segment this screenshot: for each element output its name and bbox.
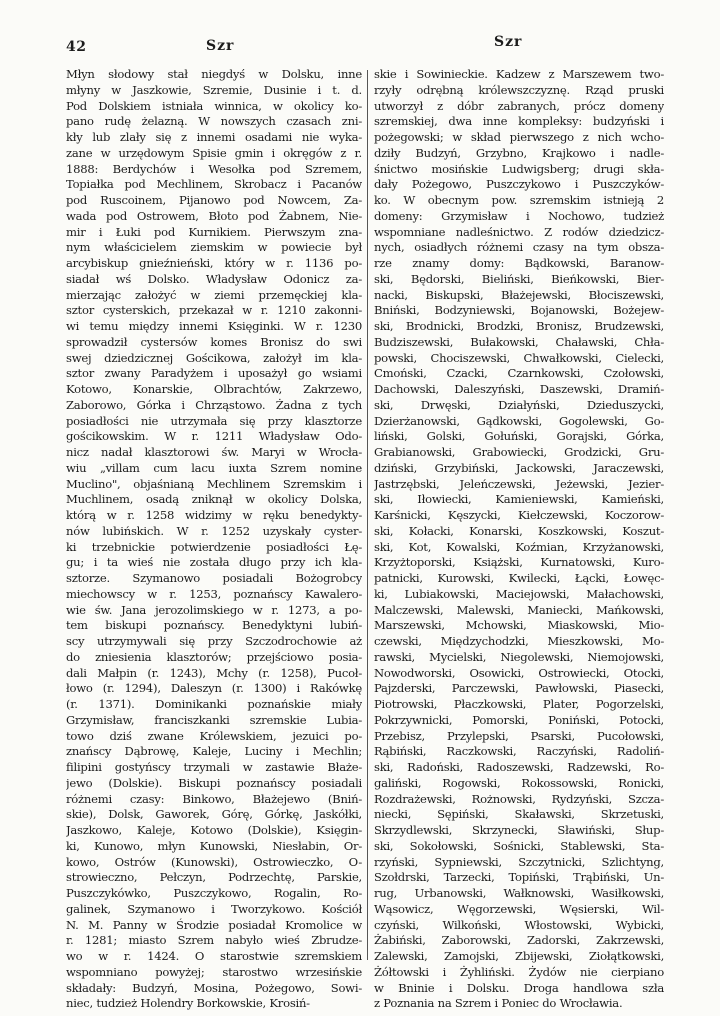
text-line: liński, Golski, Gołuński, Gorajski, Górka, bbox=[374, 429, 664, 444]
text-line: Cmoński, Czacki, Czarnkowski, Czołowski, bbox=[374, 366, 664, 381]
text-line: z Poznania na Szrem i Poniec do Wrocławia. bbox=[374, 996, 623, 1011]
text-line: powski, Chociszewski, Chwałkowski, Cielecki, bbox=[374, 350, 664, 365]
text-line: gu; i ta wieś nie została długo przy ich kla- bbox=[66, 555, 362, 570]
text-line: Budziszewski, Bułakowski, Chaławski, Chła- bbox=[374, 334, 664, 349]
text-line: nacki, Biskupski, Błażejewski, Błociszewski, bbox=[374, 287, 664, 302]
text-line: skie i Sowinieckie. Kadzew z Marszewem two- bbox=[374, 67, 664, 81]
text-line: 1888: Berdychów i Wesołka pod Szremem, bbox=[66, 161, 362, 176]
text-line: Grzymisław, franciszkanki szremskie Lubia- bbox=[66, 712, 362, 727]
text-line: wada pod Ostrowem, Błoto pod Żabnem, Nie- bbox=[66, 208, 362, 223]
text-line: jewo (Dolskie). Biskupi poznańscy posiadali bbox=[66, 775, 362, 790]
text-line: śnictwo mosińskie Ludwigsberg; drugi skła- bbox=[374, 161, 664, 176]
text-line: galinek, Szymanowo i Tworzykowo. Kościół bbox=[66, 901, 362, 916]
text-line: Przebisz, Przylepski, Psarski, Pucołowski, bbox=[374, 728, 664, 743]
text-line: Rąbiński, Raczkowski, Raczyński, Radoliń- bbox=[374, 744, 664, 759]
text-line: różnemi czasy: Binkowo, Błażejewo (Bniń- bbox=[66, 791, 362, 806]
text-line: r. 1281; miasto Szrem nabyło wieś Zbrudze- bbox=[66, 933, 362, 948]
text-line: swej dziedzicznej Gościkowa, założył im kla- bbox=[66, 350, 362, 365]
text-line: czyński, Wilkoński, Włostowski, Wybicki, bbox=[374, 917, 664, 932]
text-line: dały Pożegowo, Puszczykowo i Puszczyków- bbox=[374, 177, 664, 192]
text-line: nym właścicielem ziemskim w powiecie był bbox=[66, 240, 362, 255]
text-line: rug, Urbanowski, Wałknowski, Wasiłkowski, bbox=[374, 886, 664, 900]
text-line: czewski, Międzychodzki, Mieszkowski, Mo- bbox=[374, 634, 664, 648]
text-line: wo w r. 1424. O starostwie szremskiem bbox=[66, 949, 362, 963]
text-line: Dzierżanowski, Gądkowski, Gogolewski, Go- bbox=[374, 413, 664, 428]
text-line: filipini gostyńscy trzymali w zastawie Błaże- bbox=[66, 760, 362, 774]
text-line: mir i Łuki pod Kurnikiem. Pierwszym zna- bbox=[66, 224, 362, 239]
text-line: Nowodworski, Osowicki, Ostrowiecki, Otocki, bbox=[374, 665, 664, 680]
text-line: Jaszkowo, Kaleje, Kotowo (Dolskie), Księgin- bbox=[66, 823, 362, 837]
text-line: znańscy Dąbrowę, Kaleje, Luciny i Mechlin; bbox=[66, 744, 362, 759]
right-text-column bbox=[374, 67, 664, 1012]
text-line: do zniesienia klasztorów; przejściowo posia- bbox=[66, 649, 362, 664]
text-line: skie), Dolsk, Gaworek, Górę, Górkę, Jaskółki, bbox=[66, 807, 362, 822]
text-line: mierzając założyć w ziemi przemęckiej kla- bbox=[66, 287, 362, 302]
text-line: siadał wś Dolsko. Władysław Odonicz za- bbox=[66, 271, 362, 286]
text-line: łowo (r. 1294), Daleszyn (r. 1300) i Rakówkę bbox=[66, 681, 362, 696]
text-line: Zalewski, Zamojski, Zbijewski, Ziołątkowski, bbox=[374, 949, 664, 963]
text-line: Zaborowo, Górka i Chrząstowo. Żadna z tych bbox=[66, 397, 362, 412]
text-line: ki, Kunowo, młyn Kunowski, Niesłabin, Or- bbox=[66, 838, 362, 853]
text-line: domeny: Grzymisław i Nochowo, tudzież bbox=[374, 208, 664, 223]
text-line: Grabianowski, Grabowiecki, Grodzicki, Gru- bbox=[374, 445, 664, 459]
text-line: ski, Będorski, Bieliński, Bieńkowski, Bier- bbox=[374, 271, 664, 286]
text-line: Karśnicki, Kęszycki, Kiełczewski, Koczorow- bbox=[374, 508, 664, 522]
text-line: Topiałka pod Mechlinem, Skrobacz i Pacanów bbox=[66, 177, 362, 192]
text-line: wiu „villam cum lacu iuxta Szrem nomine bbox=[66, 460, 362, 475]
text-line: ski, Kołacki, Konarski, Koszkowski, Koszut- bbox=[374, 523, 664, 538]
text-line: niecki, Sępiński, Skaławski, Skrzetuski, bbox=[374, 807, 664, 822]
text-line: pożegowski; w skład pierwszego z nich wcho- bbox=[374, 130, 664, 144]
text-line: arcybiskup gnieźnieński, który w r. 1136 po- bbox=[66, 256, 362, 270]
text-line: posiadłości nie utrzymała się przy klasztorze bbox=[66, 413, 362, 428]
text-line: Bniński, Bodzyniewski, Bojanowski, Bożejew- bbox=[374, 303, 664, 318]
text-line: Marszewski, Mchowski, Miaskowski, Mio- bbox=[374, 618, 664, 633]
text-line: nych, osiadłych różnemi czasy na tym obsza- bbox=[374, 240, 664, 255]
text-line: ko. W obecnym pow. szremskim istnieją 2 bbox=[374, 193, 664, 207]
text-line: składały: Budzyń, Mosina, Pożegowo, Sowi- bbox=[66, 980, 362, 995]
text-line: ki trzebnickie potwierdzenie posiadłości Łę- bbox=[66, 539, 362, 554]
text-line: Młyn słodowy stał niegdyś w Dolsku, inne bbox=[66, 67, 362, 81]
text-line: ski, Radoński, Radoszewski, Radzewski, Ro- bbox=[374, 760, 664, 774]
text-line: Pokrzywnicki, Pomorski, Poniński, Potocki, bbox=[374, 712, 664, 727]
text-line: Rozdrażewski, Rożnowski, Rydzyński, Szcza- bbox=[374, 791, 664, 806]
text-line: ski, Brodnicki, Brodzki, Bronisz, Brudzewski, bbox=[374, 319, 664, 333]
text-line: Pod Dolskiem istniała winnica, w okolicy ko- bbox=[66, 98, 362, 113]
text-line: Jastrzębski, Jeleńczewski, Jeżewski, Jezier- bbox=[374, 476, 664, 491]
running-head-left: Szr bbox=[206, 38, 235, 54]
text-line: dziński, Grzybiński, Jackowski, Jaraczewski, bbox=[374, 460, 664, 475]
text-line: Kotowo, Konarskie, Olbrachtów, Zakrzewo, bbox=[66, 382, 362, 396]
text-line: dziły Budzyń, Grzybno, Krajkowo i nadle- bbox=[374, 145, 664, 160]
text-line: nów lubińskich. W r. 1252 uzyskały cyster- bbox=[66, 523, 362, 538]
text-line: sztor cysterskich, przekazał w r. 1210 zakonni- bbox=[66, 303, 362, 318]
text-line: sztorze. Szymanowo posiadali Bożogrobcy bbox=[66, 571, 362, 585]
text-line: N. M. Panny w Środzie posiadał Kromolice w bbox=[66, 917, 362, 932]
text-line: patnicki, Kurowski, Kwilecki, Łącki, Łowęc- bbox=[374, 571, 664, 585]
text-line: szremskiej, dwa inne kompleksy: budzyński i bbox=[374, 114, 664, 129]
text-line: scy utrzymywali się przy Szczodrochowie aż bbox=[66, 634, 362, 648]
text-line: wi temu między innemi Księginki. W r. 1230 bbox=[66, 319, 362, 333]
text-line: wspomniano powyżej; starostwo wrzesińskie bbox=[66, 964, 362, 979]
text-line: wie św. Jana jerozolimskiego w r. 1273, a po- bbox=[66, 602, 362, 617]
text-line: Krzyżtoporski, Książski, Kurnatowski, Kuro- bbox=[374, 555, 664, 570]
text-line: Żabiński, Zaborowski, Zadorski, Zakrzewski, bbox=[374, 933, 664, 948]
text-line: Malczewski, Malewski, Maniecki, Mańkowski, bbox=[374, 602, 664, 617]
text-line: Muchlinem, osadą zniknął w okolicy Dolska, bbox=[66, 492, 362, 507]
text-line: kowo, Ostrów (Kunowski), Ostrowieczko, O- bbox=[66, 854, 362, 869]
text-line: ski, Drwęski, Działyński, Dzieduszycki, bbox=[374, 397, 664, 412]
text-line: wspomniane nadleśnictwo. Z rodów dziedzicz- bbox=[374, 224, 664, 239]
text-line: towo dziś zwane Królewskiem, jezuici po- bbox=[66, 728, 362, 743]
text-line: Wąsowicz, Węgorzewski, Węsierski, Wil- bbox=[374, 901, 664, 916]
text-line: (r. 1371). Dominikanki poznańskie miały bbox=[66, 697, 362, 711]
text-line: galiński, Rogowski, Rokossowski, Ronicki, bbox=[374, 775, 664, 790]
text-line: kły lub zlały się z innemi osadami nie wyka- bbox=[66, 130, 362, 144]
text-line: Skrzydlewski, Skrzynecki, Sławiński, Słup- bbox=[374, 823, 664, 837]
left-text-column bbox=[66, 67, 362, 1012]
text-line: pod Ruscoinem, Pijanowo pod Nowcem, Za- bbox=[66, 193, 362, 207]
text-line: Puszczykówko, Puszczykowo, Rogalin, Ro- bbox=[66, 886, 362, 900]
text-line: Szołdrski, Tarzecki, Topiński, Trąbiński, Un- bbox=[374, 870, 664, 885]
text-line: gościkowskim. W r. 1211 Władysław Odo- bbox=[66, 429, 362, 444]
text-line: tem biskupi poznańscy. Benedyktyni lubiń- bbox=[66, 618, 362, 633]
text-line: zane w urzędowym Spisie gmin i okręgów z r. bbox=[66, 145, 362, 160]
text-line: młyny w Jaszkowie, Szremie, Dusinie i t. d. bbox=[66, 82, 362, 97]
text-line: utworzył z dóbr zabranych, prócz domeny bbox=[374, 98, 664, 113]
text-line: ski, Iłowiecki, Kamieniewski, Kamieński, bbox=[374, 492, 664, 507]
text-line: strowieczno, Pełczyn, Podrzechtę, Parskie, bbox=[66, 870, 362, 885]
text-line: pano rudę żelazną. W nowszych czasach zni- bbox=[66, 114, 362, 129]
text-line: miechowscy w r. 1253, poznańscy Kawalero- bbox=[66, 586, 362, 601]
text-line: Pajzderski, Parczewski, Pawłowski, Piasecki, bbox=[374, 681, 664, 696]
text-line: rzyły odrębną królewszczyznę. Rząd pruski bbox=[374, 82, 664, 97]
text-line: sprowadził cystersów komes Bronisz do swi bbox=[66, 334, 362, 349]
column-divider bbox=[367, 70, 368, 960]
text-line: ski, Sokołowski, Sośnicki, Stablewski, Sta- bbox=[374, 838, 664, 853]
text-line: Muclino", objaśnianą Mechlinem Szremskim i bbox=[66, 476, 362, 491]
text-line: którą w r. 1258 widzimy w ręku benedykty- bbox=[66, 508, 362, 522]
text-line: dali Małpin (r. 1243), Mchy (r. 1258), Pucoł- bbox=[66, 665, 362, 680]
text-line: w Bninie i Dolsku. Droga handlowa szła bbox=[374, 980, 664, 995]
text-line: sztor zwany Paradyżem i uposażył go wsiami bbox=[66, 366, 362, 381]
text-line: Żółtowski i Żyhliński. Żydów nie cierpiano bbox=[374, 964, 664, 979]
text-line: Dachowski, Daleszyński, Daszewski, Dramiń- bbox=[374, 382, 664, 396]
page-number: 42 bbox=[66, 39, 87, 55]
running-head-right: Szr bbox=[494, 34, 523, 50]
text-line: ki, Lubiakowski, Maciejowski, Małachowski, bbox=[374, 586, 664, 601]
text-line: rze znamy domy: Bądkowski, Baranow- bbox=[374, 256, 664, 270]
text-line: niec, tudzież Holendry Borkowskie, Krosiń- bbox=[66, 996, 310, 1011]
text-line: ski, Kot, Kowalski, Koźmian, Krzyżanowski, bbox=[374, 539, 664, 554]
text-line: rawski, Mycielski, Niegolewski, Niemojowski, bbox=[374, 649, 664, 664]
text-line: nicz nadał klasztorowi św. Maryi w Wrocła- bbox=[66, 445, 362, 459]
text-line: rzyński, Sypniewski, Szczytnicki, Szlichtyng, bbox=[374, 854, 664, 869]
text-line: Piotrowski, Płaczkowski, Plater, Pogorzelski, bbox=[374, 697, 664, 711]
